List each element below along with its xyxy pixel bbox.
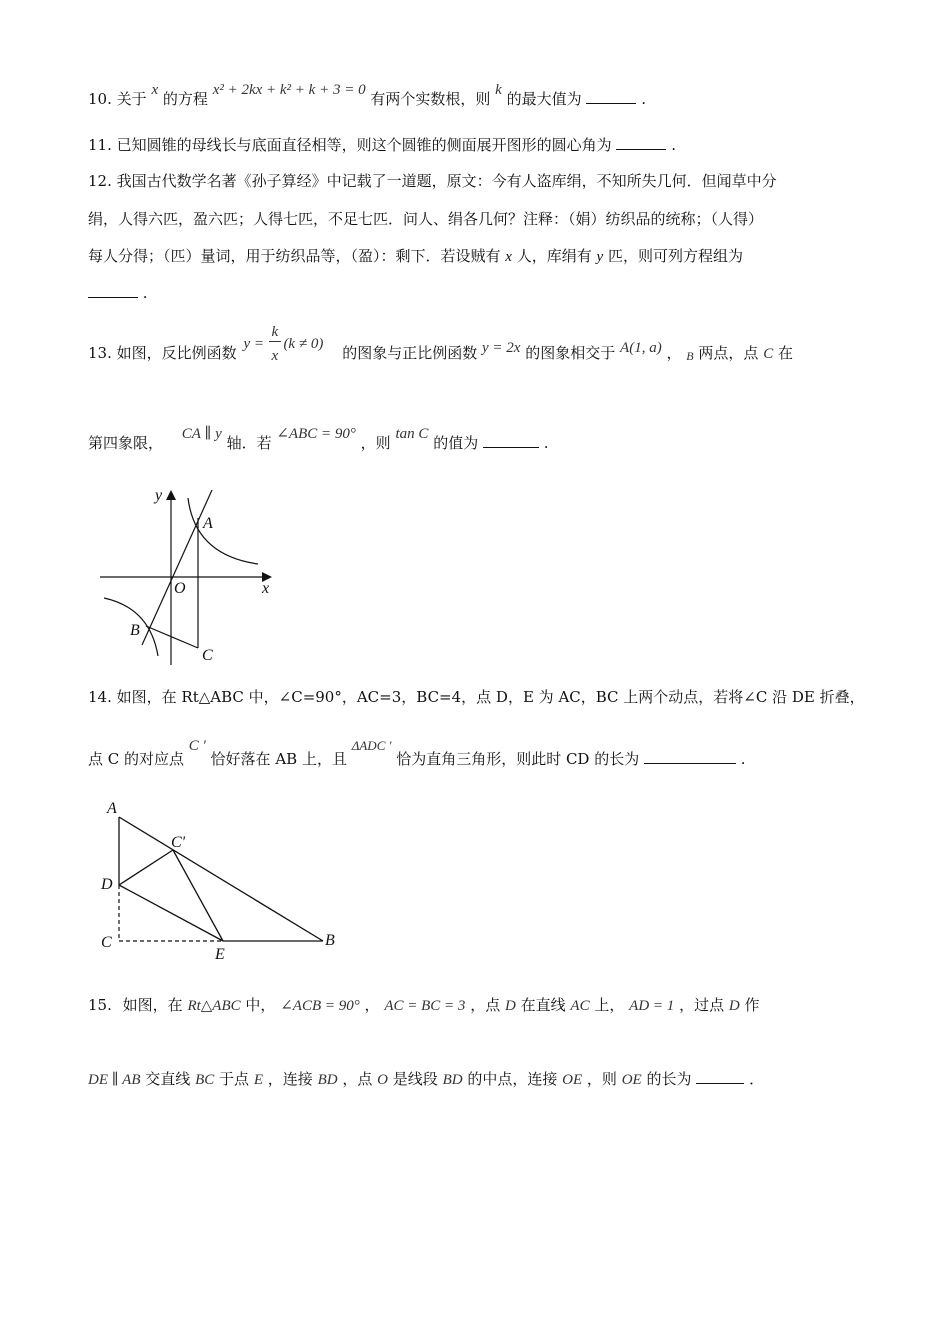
q15-text-12: ，点 <box>342 1070 373 1088</box>
q14-label-b: B <box>325 932 335 949</box>
q12-line-2: 绢，人得六匹，盈六匹；人得七匹，不足七匹．问人、绢各几何？注释：（娟）纺织品的统称；（人得） <box>88 210 764 228</box>
q15-point-d: D <box>505 998 516 1014</box>
q15-line-bc: BC <box>195 1072 215 1088</box>
q14-figure <box>95 795 355 965</box>
q15-de-parallel: DE ∥ AB <box>88 1072 141 1088</box>
q15-text-16: 的长为 <box>646 1070 692 1088</box>
q13-angle: ∠ABC = 90° <box>276 426 356 442</box>
question-14-line-1 <box>88 686 865 708</box>
q10-var-k: k <box>495 82 502 98</box>
q10-number: 10. <box>88 90 112 108</box>
q15-text-8: 作 <box>744 996 760 1014</box>
q14-hypotenuse-ab <box>119 817 323 941</box>
q13-text-3: 的图象相交于 <box>525 344 616 362</box>
q13-label-b: B <box>130 622 140 639</box>
question-12-line-3 <box>88 245 743 268</box>
q13-fraction-bar <box>269 341 281 342</box>
q14-answer-blank <box>644 749 736 764</box>
q15-ad: AD = 1 <box>629 998 675 1014</box>
q15-text-10: 于点 <box>219 1070 250 1088</box>
question-12-line-4 <box>88 282 148 304</box>
q15-point-e: E <box>253 1072 263 1088</box>
q13-text-9: 的值为 <box>433 434 479 452</box>
q10-equation: x² + 2kx + k² + k + 3 = 0 <box>212 82 366 98</box>
q10-text-1: 关于 <box>116 90 147 108</box>
q13-text-8: ，则 <box>360 434 391 452</box>
q13-y-arrow <box>166 490 176 500</box>
q15-text-13: 是线段 <box>392 1070 438 1088</box>
q13-figure <box>90 480 290 670</box>
q14-end: . <box>740 750 746 768</box>
q11-end: . <box>671 136 676 154</box>
q14-text-2: 恰好落在 AB 上，且 <box>210 750 347 768</box>
q15-angle: ∠ACB = 90° <box>280 998 360 1014</box>
q13-text-7: 轴．若 <box>226 434 272 452</box>
q13-label-o: O <box>174 580 186 597</box>
q15-segment-bd-2: BD <box>442 1072 463 1088</box>
q15-text-5: 在直线 <box>520 996 566 1014</box>
q14-number: 14. <box>88 688 112 706</box>
q13-label-y: y <box>155 487 163 504</box>
question-15-line-1 <box>88 994 760 1017</box>
q15-point-d-2: D <box>728 998 740 1014</box>
q13-label-a: A <box>203 515 213 532</box>
q13-point-c: C <box>763 346 774 362</box>
q15-end: ． <box>749 1070 765 1088</box>
q13-segment-bc <box>146 626 198 648</box>
q15-text-6: 上， <box>594 996 625 1014</box>
q13-end: . <box>543 434 549 452</box>
q14-label-d: D <box>101 876 113 893</box>
q13-label-x: x <box>262 580 270 597</box>
question-12-line-1 <box>88 170 777 192</box>
q15-text-7: ，过点 <box>679 996 725 1014</box>
q13-point-b: B <box>686 349 694 363</box>
q13-text-4: 两点，点 <box>698 344 759 362</box>
q13-point-a: A(1, a) <box>620 340 662 356</box>
q15-sides: AC = BC = 3 <box>384 998 466 1014</box>
q14-label-e: E <box>215 946 225 963</box>
q12-var-y: y <box>596 249 604 265</box>
q15-line-ac: AC <box>570 998 590 1014</box>
q12-answer-blank <box>88 283 138 298</box>
q15-text-3: ， <box>364 996 380 1014</box>
q13-answer-blank <box>483 433 539 448</box>
q13-tan: tan C <box>395 426 429 442</box>
q15-text-15: ，则 <box>586 1070 617 1088</box>
q10-answer-blank <box>586 89 636 104</box>
q11-text: 已知圆锥的母线长与底面直径相等，则这个圆锥的侧面展开图形的圆心角为 <box>116 136 612 154</box>
q13-parallel: CA ∥ y <box>181 426 222 442</box>
q11-answer-blank <box>616 135 666 150</box>
q15-point-o: O <box>377 1072 388 1088</box>
q14-line-1: 如图，在 Rt△ABC 中，∠C=90°，AC=3，BC=4，点 D，E 为 AC，BC 上两个动点，若将∠C 沿 DE 折叠， <box>116 688 865 706</box>
question-10 <box>88 82 646 111</box>
q12-line-3a: 每人分得；（匹）量词，用于纺织品等，（盈）：剩下．若设贼有 <box>88 247 501 265</box>
q14-label-a: A <box>107 800 117 817</box>
q13-text-5: 在 <box>777 344 793 362</box>
question-13-line-1 <box>88 324 793 365</box>
q15-text-14: 的中点，连接 <box>467 1070 558 1088</box>
question-14-line-2 <box>88 738 746 771</box>
q12-line-3c: 匹，则可列方程组为 <box>608 247 744 265</box>
q15-number: 15. <box>88 996 112 1014</box>
q13-func1-y: y = <box>243 336 264 352</box>
question-11 <box>88 134 676 156</box>
q15-text-4: ，点 <box>470 996 501 1014</box>
q13-func1-x: x <box>271 348 279 364</box>
q15-segment-bd: BD <box>317 1072 338 1088</box>
question-12-line-2 <box>88 208 763 230</box>
q12-line-1: 我国古代数学名著《孙子算经》中记载了一道题，原文：今有人盗库绢，不知所失几何．但闻草中分 <box>116 172 777 190</box>
q10-text-2: 的方程 <box>162 90 208 108</box>
q13-text-6: 第四象限， <box>88 434 164 452</box>
q12-end: . <box>142 284 148 302</box>
question-15-line-2 <box>88 1068 764 1091</box>
q15-rt-triangle: Rt△ABC <box>187 998 241 1014</box>
q11-number: 11. <box>88 136 112 154</box>
q13-label-c: C <box>202 647 213 664</box>
q12-line-3b: 人，库绢有 <box>516 247 592 265</box>
q15-answer-blank <box>696 1069 744 1084</box>
q12-var-x: x <box>505 249 512 265</box>
q10-text-3: 有两个实数根，则 <box>370 90 491 108</box>
q13-func1-cond: (k ≠ 0) <box>283 336 324 352</box>
q15-segment-oe: OE <box>562 1072 583 1088</box>
q15-text-11: ，连接 <box>267 1070 313 1088</box>
q13-reciprocal-function <box>241 324 337 365</box>
q10-var-x: x <box>151 82 159 98</box>
q13-text-1: 如图，反比例函数 <box>116 344 237 362</box>
q13-linear-function: y = 2x <box>482 340 521 356</box>
q15-segment-oe-2: OE <box>621 1072 642 1088</box>
q13-text-2: 的图象与正比例函数 <box>342 344 478 362</box>
q10-text-4: 的最大值为 <box>506 90 582 108</box>
q15-text-9: 交直线 <box>145 1070 191 1088</box>
question-13-line-2 <box>88 426 549 455</box>
q13-comma: ， <box>666 344 682 362</box>
q14-text-1: 点 C 的对应点 <box>88 750 185 768</box>
q13-line-y2x <box>142 490 212 645</box>
q15-text-1: 如图，在 <box>122 996 183 1014</box>
q12-number: 12. <box>88 172 112 190</box>
q13-func1-k: k <box>271 324 279 340</box>
q13-number: 13. <box>88 344 112 362</box>
q14-label-c-prime: C′ <box>171 834 186 851</box>
q14-segment-dc-prime <box>119 850 173 885</box>
q14-label-c: C <box>101 934 112 951</box>
q14-text-3: 恰为直角三角形，则此时 CD 的长为 <box>396 750 640 768</box>
q14-triangle: ΔADC ' <box>351 738 392 753</box>
q14-c-prime: C ' <box>188 738 206 754</box>
q10-end: . <box>641 90 646 108</box>
q15-text-2: 中， <box>245 996 276 1014</box>
